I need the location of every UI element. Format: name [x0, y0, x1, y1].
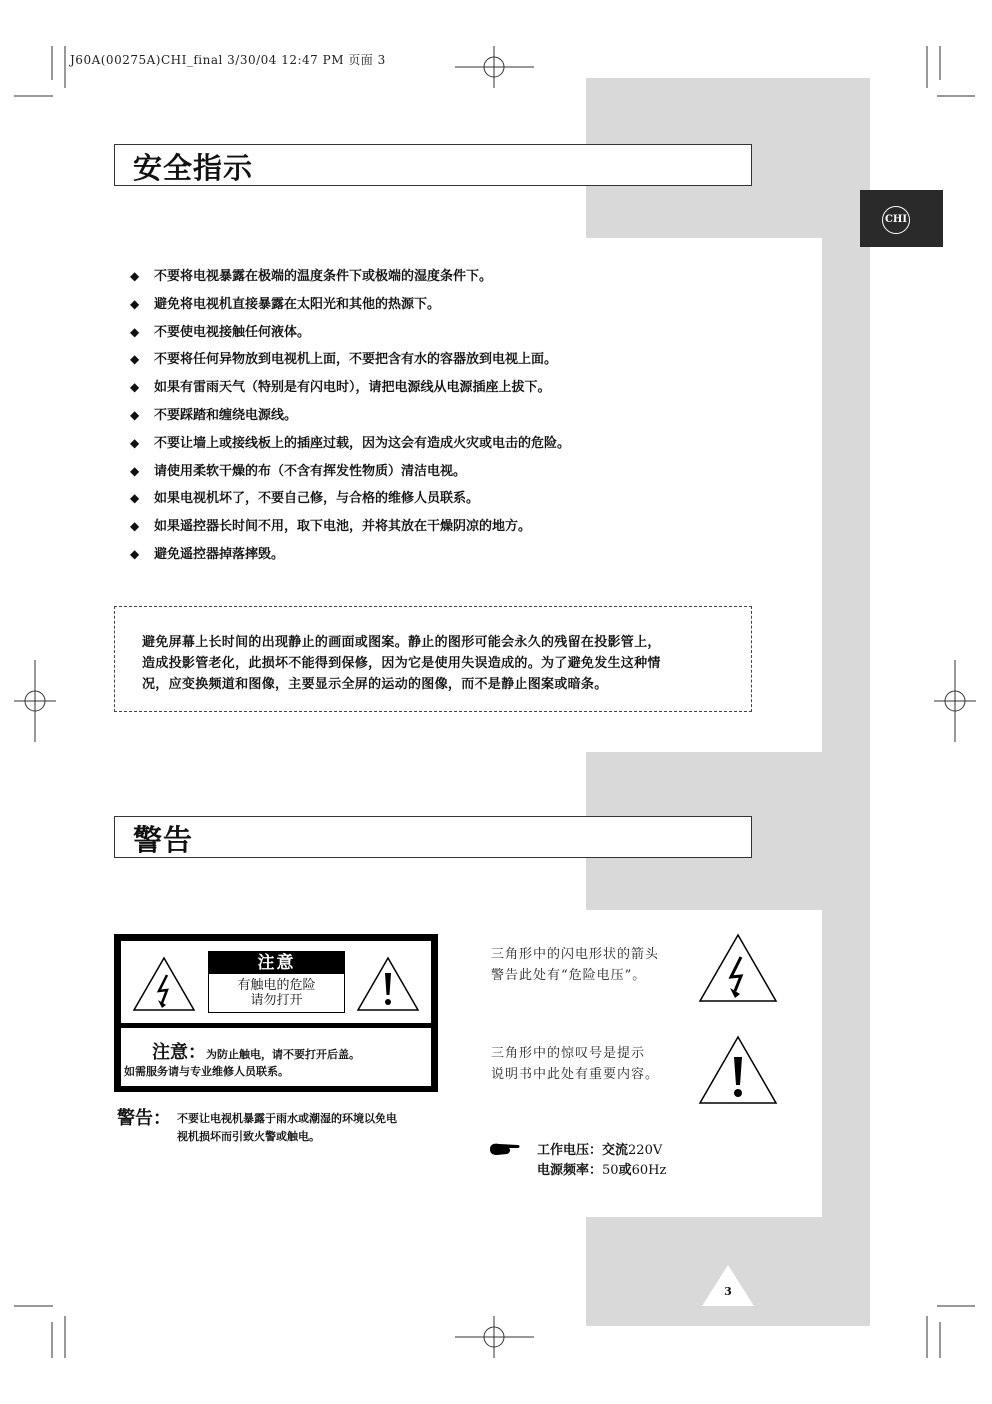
bullet-diamond-icon: ◆	[130, 519, 140, 534]
list-item: ◆ 如果遥控器长时间不用，取下电池，并将其放在干燥阴凉的地方。	[130, 513, 730, 541]
caution-inner-box	[208, 951, 345, 1013]
caution-line-1: 为防止触电，请不要打开后盖。	[206, 1048, 360, 1061]
bullet-diamond-icon: ◆	[130, 407, 140, 422]
page-number: 3	[724, 1285, 732, 1298]
caution-line-2: 如需服务请与专业维修人员联系。	[124, 1065, 289, 1078]
exclamation-warning-icon	[356, 955, 420, 1013]
bullet-diamond-icon: ◆	[130, 463, 140, 478]
bullet-diamond-icon: ◆	[130, 352, 140, 367]
warning-note-title: 警告：	[117, 1108, 171, 1129]
bullet-diamond-icon: ◆	[130, 491, 140, 506]
pointing-hand-icon	[489, 1141, 521, 1157]
language-tab-label: CHI	[882, 206, 910, 234]
safety-title: 安全指示	[133, 151, 254, 185]
bullet-diamond-icon: ◆	[130, 380, 140, 395]
warning-note-line-1: 不要让电视机暴露于雨水或潮湿的环境以免电	[177, 1112, 397, 1125]
list-item: ◆ 不要让墙上或接线板上的插座过载，因为这会有造成火灾或电击的危险。	[130, 430, 730, 458]
list-item: ◆ 不要将电视暴露在极端的温度条件下或极端的湿度条件下。	[130, 263, 730, 291]
shock-risk-text: 有触电的危险	[237, 978, 316, 993]
exclamation-description: 三角形中的惊叹号是提示 说明书中此处有重要内容。	[491, 1046, 660, 1082]
lightning-symbol-icon	[697, 933, 779, 1003]
screen-burn-notice	[114, 606, 752, 712]
caution-head: 注意	[209, 952, 344, 974]
voltage-spec: 工作电压：交流220V	[537, 1143, 663, 1158]
notice-text: 避免屏幕上长时间的出现静止的画面或图案。静止的图形可能会永久的残留在投影管上， 造成投影管老化，此损坏不能得到保修，因为它是使用失误造成的。为了避免发生这种情 况，应变换频道和图像，主要显示全屏的运动的图像，而不是静止图案或暗条。	[142, 635, 661, 692]
frequency-spec: 电源频率：50或60Hz	[537, 1163, 667, 1178]
list-item: ◆ 避免遥控器掉落摔毁。	[130, 541, 730, 569]
bullet-diamond-icon: ◆	[130, 546, 140, 561]
list-item: ◆ 如果有雷雨天气（特别是有闪电时），请把电源线从电源插座上拔下。	[130, 374, 730, 402]
safety-list	[130, 263, 730, 569]
bullet-diamond-icon: ◆	[130, 435, 140, 450]
lightning-description: 三角形中的闪电形状的箭头 警告此处有“危险电压”。	[491, 947, 660, 983]
lightning-warning-icon	[132, 955, 196, 1013]
list-item: ◆ 请使用柔软干燥的布（不含有挥发性物质）清洁电视。	[130, 458, 730, 486]
warning-title: 警告	[133, 823, 194, 857]
list-item: ◆ 不要使电视接触任何液体。	[130, 319, 730, 347]
safety-title-box	[114, 144, 752, 186]
warning-title-box	[114, 816, 752, 858]
exclamation-symbol-icon	[697, 1035, 779, 1105]
list-item: ◆ 避免将电视机直接暴露在太阳光和其他的热源下。	[130, 291, 730, 319]
list-item: ◆ 不要将任何异物放到电视机上面，不要把含有水的容器放到电视上面。	[130, 346, 730, 374]
bullet-diamond-icon: ◆	[130, 324, 140, 339]
bullet-diamond-icon: ◆	[130, 269, 140, 283]
print-slug: J60A(00275A)CHI_final 3/30/04 12:47 PM 页面 3	[70, 53, 386, 67]
warning-note-line-2: 视机损坏而引致火警或触电。	[177, 1130, 320, 1143]
caution-title: 注意：为防止触电，请不要打开后盖。	[152, 1042, 360, 1063]
list-item: ◆ 如果电视机坏了，不要自己修，与合格的维修人员联系。	[130, 485, 730, 513]
list-item: ◆ 不要踩踏和缠绕电源线。	[130, 402, 730, 430]
do-not-open-text: 请勿打开	[250, 993, 303, 1008]
bullet-diamond-icon: ◆	[130, 296, 140, 311]
